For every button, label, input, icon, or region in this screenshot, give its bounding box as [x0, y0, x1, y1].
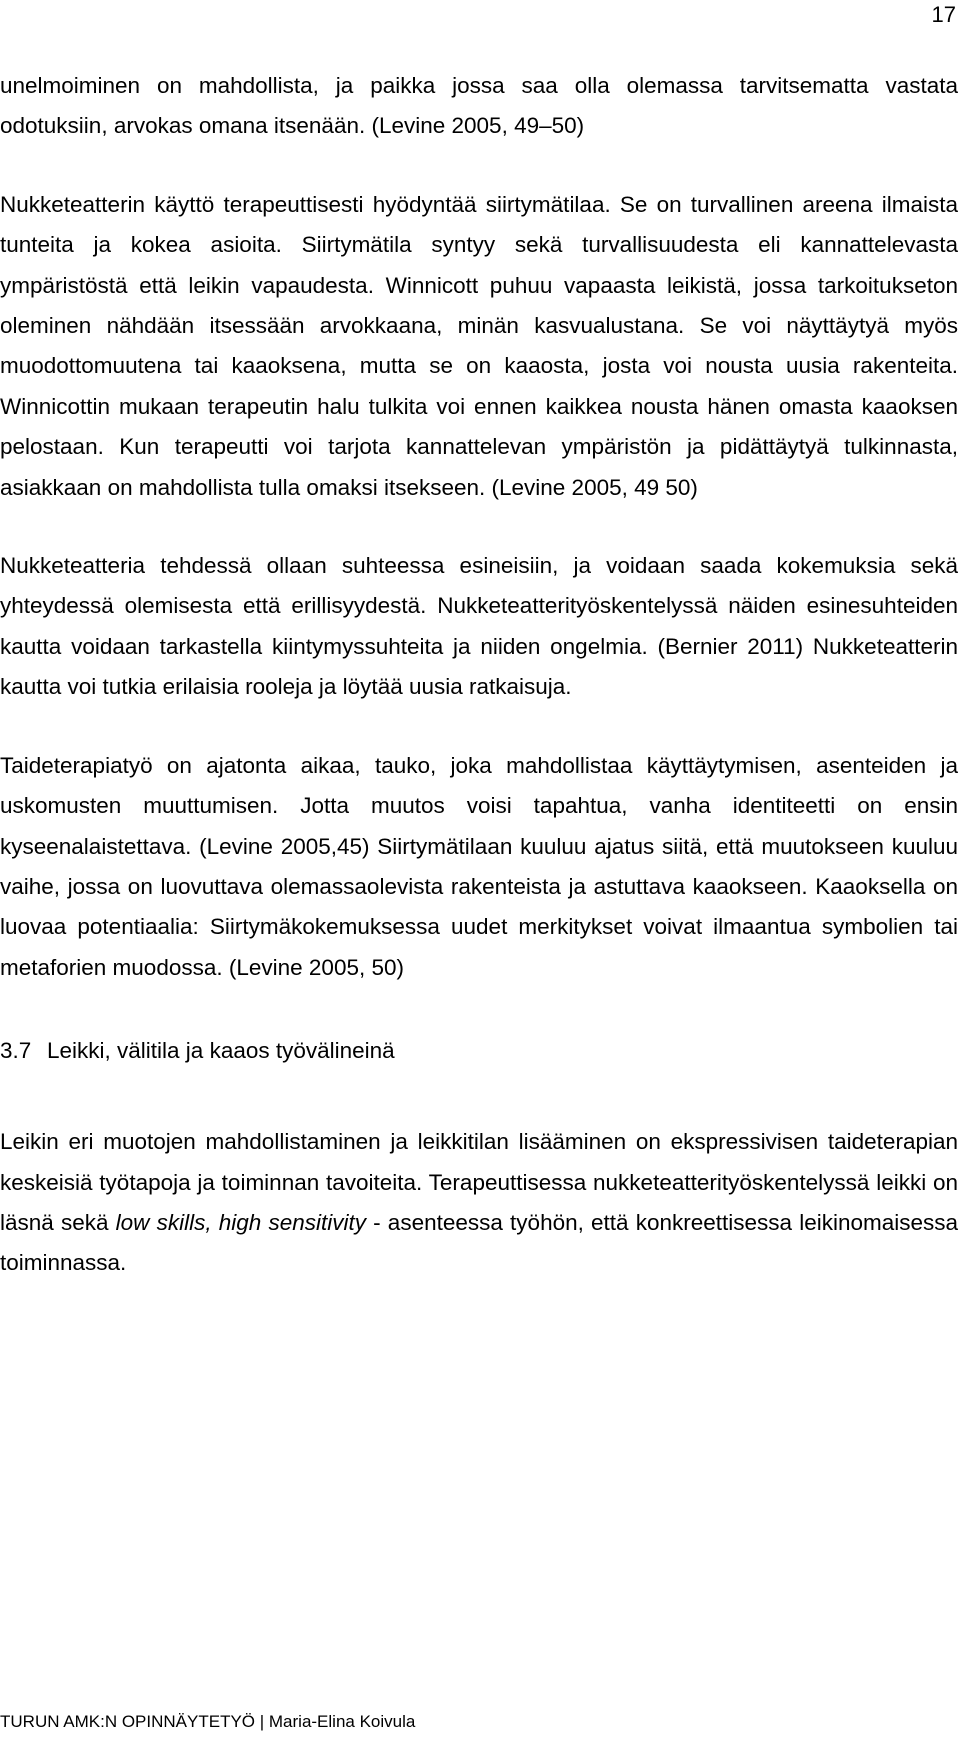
paragraph-3: Nukketeatteria tehdessä ollaan suhteessa esineisiin, ja voidaan saada kokemuksia sekä yhteydessä olemisesta että erillisyydestä. Nukketeatterityöskentelyssä näiden esinesuhteiden kautta voidaan tarkastella kiintymyssuhteita ja niiden ongelmia. (Bernier 2011) Nukketeatterin kautta voi tutkia erilaisia rooleja ja löytää uusia ratkaisuja. — [0, 553, 958, 700]
section-heading — [0, 1036, 958, 1066]
paragraph-5-italic-phrase: low skills, high sensitivity — [115, 1209, 366, 1235]
footer: TURUN AMK:N OPINNÄYTETYÖ | Maria-Elina Koivula — [0, 1712, 416, 1731]
section-number: 3.7 — [0, 1038, 32, 1064]
paragraph-5 — [0, 1122, 958, 1284]
paragraph-4: Taideterapiatyö on ajatonta aikaa, tauko, joka mahdollistaa käyttäytymisen, asenteiden ja uskomusten muuttumisen. Jotta muutos voisi tapahtua, vanha identiteetti on ensin kyseenalaistettava. (Levine 2005,45) Siirtymätilaan kuuluu ajatus siitä, että muutokseen kuuluu vaihe, jossa on luovuttava olemassaolevista rakenteista ja astuttava kaaokseen. Kaaoksella on luovaa potentiaalia: Siirtymäkokemuksessa uudet merkitykset voivat ilmaantua symbolien tai metaforien muodossa. (Levine 2005, 50) — [0, 752, 958, 980]
paragraph-1: unelmoiminen on mahdollista, ja paikka jossa saa olla olemassa tarvitsematta vastata odotuksiin, arvokas omana itsenään. (Levine 2005, 49–50) — [0, 73, 958, 139]
paragraph-5-text-start: Leikin eri muotojen mahdollistaminen ja leikkitilan lisääminen on ekspressivisen taideterapian keskeisiä työtapoja ja toiminnan tavoiteita. Terapeuttisessa nukketeatterityöskentelyssä leikki on läsnä sekä — [0, 1129, 958, 1235]
paragraph-2: Nukketeatterin käyttö terapeuttisesti hyödyntää siirtymätilaa. Se on turvallinen areena ilmaista tunteita ja kokea asioita. Siirtymätila syntyy sekä turvallisuudesta eli kannattelevasta ympäristöstä että leikin vapaudesta. Winnicott puhuu vapaasta leikistä, jossa tarkoitukseton oleminen nähdään itsessään arvokkaana, minän kasvualustana. Se voi näyttäytyä myös muodottomuutena tai kaaoksena, mutta se on kaaosta, josta voi nousta uusia rakenteita. Winnicottin mukaan terapeutin halu tulkita voi ennen kaikkea nousta hänen omasta kaaoksen pelostaan. Kun terapeutti voi tarjota kannattelevan ympäristön ja pidättäytyä tulkinnasta, asiakkaan on mahdollista tulla omaksi itsekseen. (Levine 2005, 49 50) — [0, 191, 958, 500]
document-body — [0, 66, 958, 1322]
paragraph-5-text-end: - asenteessa työhön, että konkreettisessa leikinomaisessa toiminnassa. — [0, 1209, 959, 1276]
page-number: 17 — [931, 2, 956, 27]
section-title: Leikki, välitila ja kaaos työvälineinä — [47, 1038, 395, 1064]
